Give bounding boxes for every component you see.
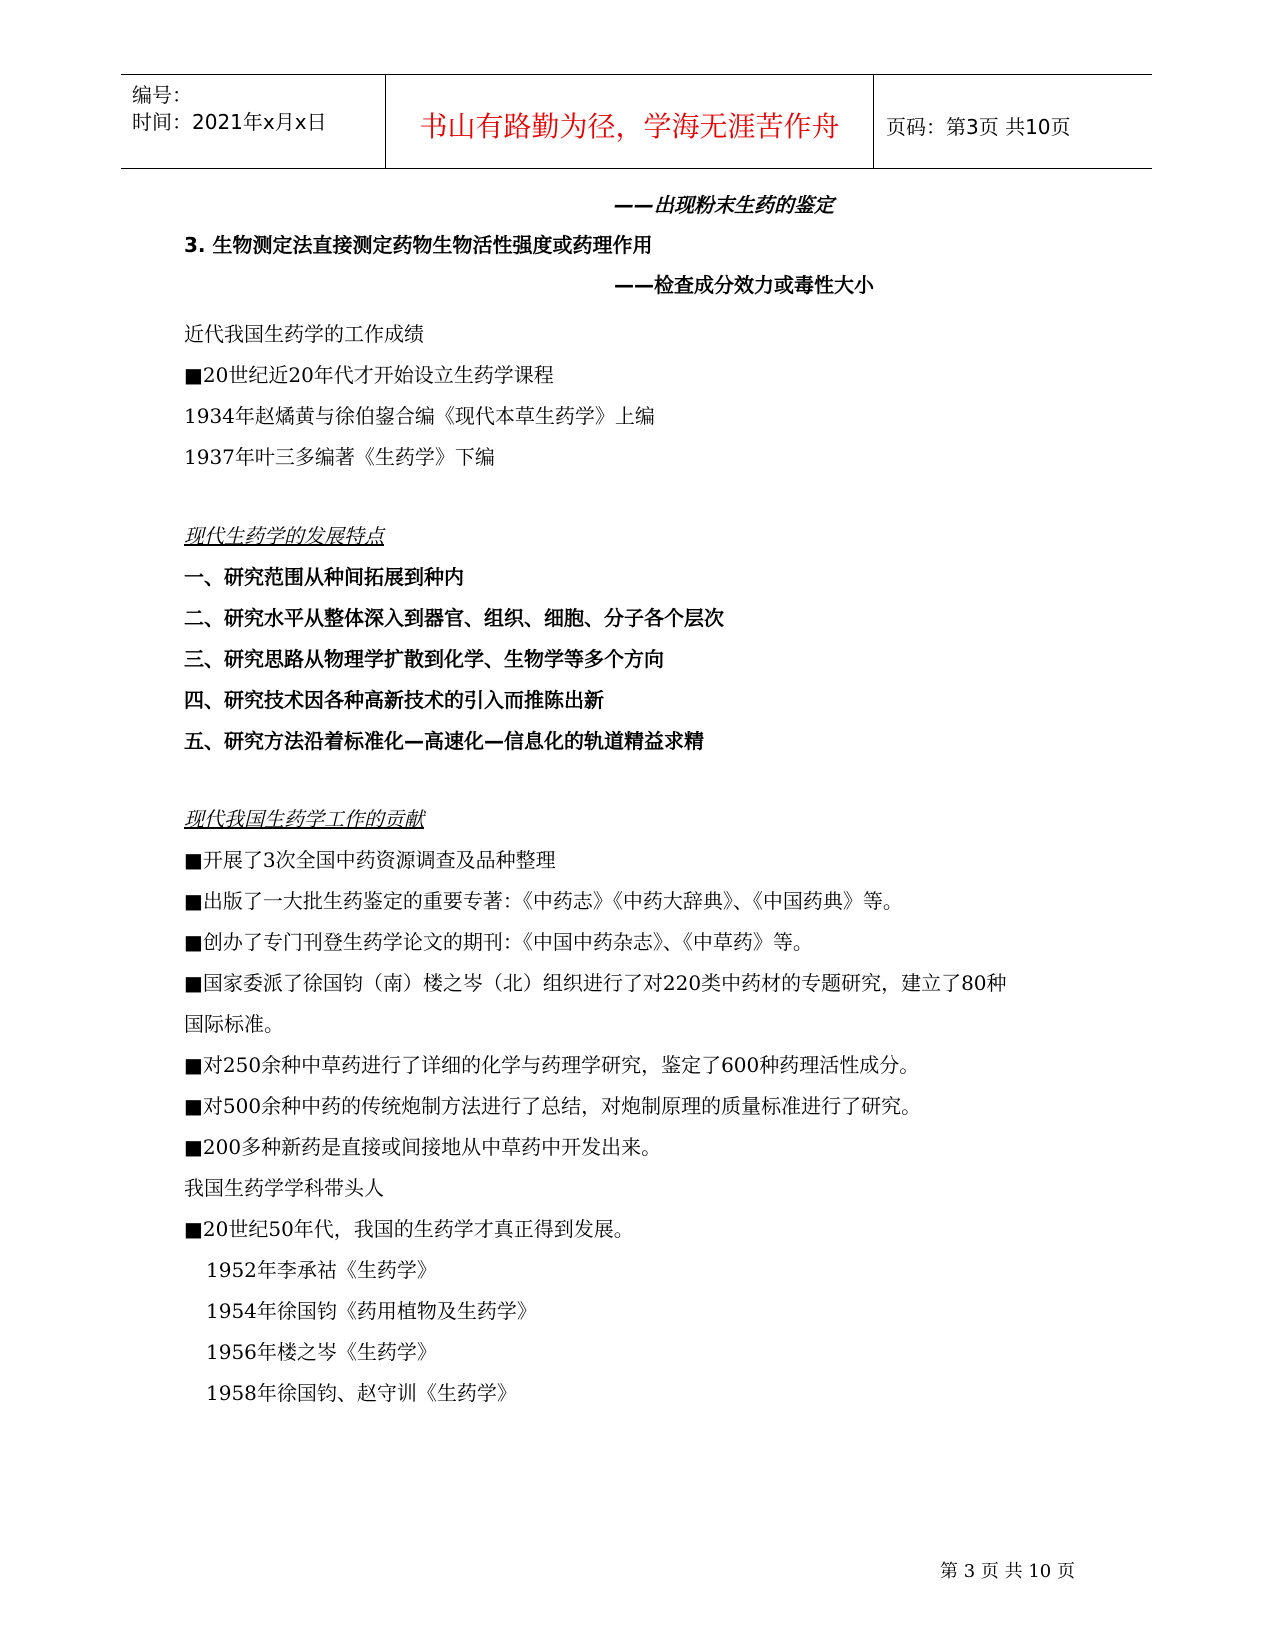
contrib-item: ■国家委派了徐国钧（南）楼之岑（北）组织进行了对220类中药材的专题研究，建立了80种 — [184, 971, 1007, 995]
item-3: 3. 生物测定法直接测定药物生物活性强度或药理作用 — [184, 233, 653, 257]
feature-item: 二、研究水平从整体深入到器官、组织、细胞、分子各个层次 — [184, 606, 724, 630]
modern-title: 近代我国生药学的工作成绩 — [184, 322, 424, 346]
contrib-item: ■200多种新药是直接或间接地从中草药中开发出来。 — [184, 1135, 662, 1159]
feature-item: 一、研究范围从种间拓展到种内 — [184, 565, 464, 589]
modern-line: 1934年赵燏黄与徐伯鋆合编《现代本草生药学》上编 — [184, 404, 655, 428]
motto: 书山有路勤为径，学海无涯苦作舟 — [419, 110, 840, 143]
feature-item: 五、研究方法沿着标准化—高速化—信息化的轨道精益求精 — [184, 729, 704, 753]
leader-item: 1952年李承祜《生药学》 — [206, 1258, 437, 1282]
header-center-cell — [385, 75, 874, 168]
contrib-item: ■开展了3次全国中药资源调查及品种整理 — [184, 848, 556, 872]
contrib-item: ■创办了专门刊登生药学论文的期刊：《中国中药杂志》、《中草药》等。 — [184, 930, 813, 954]
leader-item: 1954年徐国钧《药用植物及生药学》 — [206, 1299, 537, 1323]
contrib-item: ■对250余种中草药进行了详细的化学与药理学研究，鉴定了600种药理活性成分。 — [184, 1053, 920, 1077]
modern-line: 1937年叶三多编著《生药学》下编 — [184, 445, 495, 469]
page-footer: 第 3 页 共 10 页 — [940, 1561, 1075, 1582]
header-left-cell — [121, 75, 385, 168]
modern-line: ■20世纪近20年代才开始设立生药学课程 — [184, 363, 554, 387]
contrib-item: 国际标准。 — [184, 1012, 284, 1036]
leader-item: 1956年楼之岑《生药学》 — [206, 1340, 437, 1364]
leaders-title: 我国生药学学科带头人 — [184, 1176, 384, 1200]
contrib-item: ■对500余种中药的传统炮制方法进行了总结，对炮制原理的质量标准进行了研究。 — [184, 1094, 922, 1118]
code-label: 编号： — [132, 83, 192, 107]
header-right-cell — [873, 75, 1152, 168]
leaders-intro: ■20世纪50年代，我国的生药学才真正得到发展。 — [184, 1217, 634, 1241]
contrib-title: 现代我国生药学工作的贡献 — [184, 807, 424, 831]
time-label: 时间：2021年x月x日 — [132, 110, 327, 134]
contrib-item: ■出版了一大批生药鉴定的重要专著：《中药志》《中药大辞典》、《中国药典》等。 — [184, 889, 903, 913]
sub-line-1: ——出现粉末生药的鉴定 — [614, 193, 834, 217]
page-info: 页码：第3页 共10页 — [886, 115, 1071, 139]
features-title: 现代生药学的发展特点 — [184, 524, 384, 548]
feature-item: 四、研究技术因各种高新技术的引入而推陈出新 — [184, 688, 604, 712]
leader-item: 1958年徐国钧、赵守训《生药学》 — [206, 1381, 517, 1405]
sub-line-2: ——检查成分效力或毒性大小 — [614, 273, 874, 297]
feature-item: 三、研究思路从物理学扩散到化学、生物学等多个方向 — [184, 647, 664, 671]
header-table — [121, 74, 1152, 169]
